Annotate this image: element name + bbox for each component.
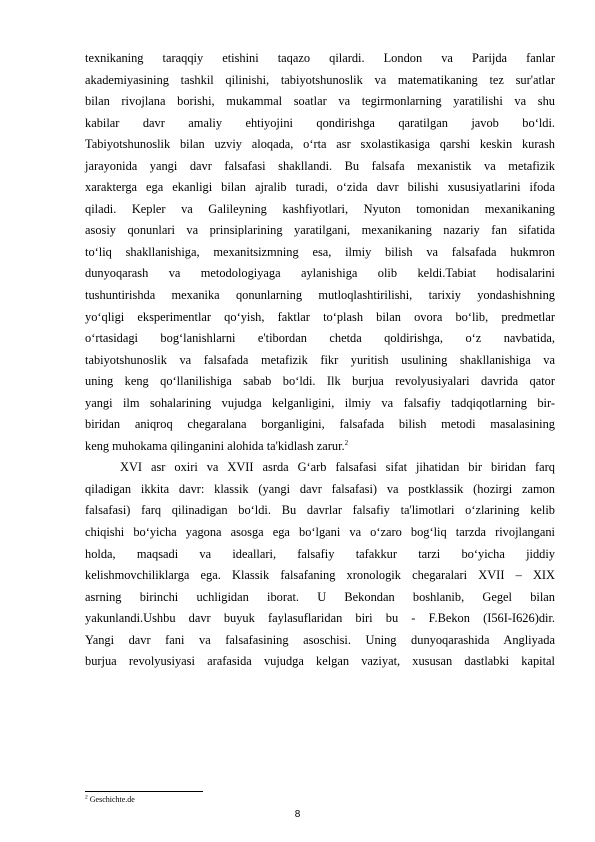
text-line: keng muhokama qilinganini alohida ta'kidlash zarur.	[85, 438, 345, 453]
text-line: jarayonida yangi davr falsafasi shakllandi. Bu falsafa mexanistik va metafizik	[85, 158, 555, 173]
document-page	[85, 48, 555, 673]
footnote-text: Geschichte.de	[89, 795, 135, 804]
page-number: 8	[294, 809, 301, 820]
text-line: chiqishi bo‘yicha yagona asosga ega bo‘lgani va o‘zaro bog‘liq tarzda rivojlangani	[85, 525, 555, 540]
text-line: o‘rtasidagi bog‘lanishlarni e'tibordan chetda qoldirishga, o‘z navbatida,	[85, 331, 555, 346]
footnote-reference[interactable]: 2	[344, 438, 349, 447]
text-line: xarakterga ega ekanligi bilan ajralib turadi, o‘zida davr bilishi xususiyatlarini ifoda	[85, 180, 555, 195]
text-line: kabilar davr amaliy ehtiyojini qondirishga qaratilgan javob bo‘ldi.	[85, 115, 555, 130]
text-line: yangi ilm sohalarining vujudga kelganligini, ilmiy va falsafiy tadqiqotlarning bir-	[85, 395, 555, 410]
text-line: falsafasi) farq qilinadigan bo‘ldi. Bu davrlar falsafiy ta'limotlari o‘zlarining kelib	[85, 503, 555, 518]
text-line: bilan rivojlana borishi, mukammal soatlar va tegirmonlarning yaratilishi va shu	[85, 94, 555, 109]
text-line-last	[85, 436, 555, 458]
paragraph-1	[85, 48, 555, 457]
text-line: burjua revolyusiyasi arafasida vujudga kelgan vaziyat, xususan dastlabki kapital	[85, 654, 555, 669]
text-line: asrning birinchi uchligidan iborat. U Bekondan boshlanib, Gegel bilan	[85, 589, 555, 604]
text-line: tushuntirishda mexanika qonunlarning mutloqlashtirilishi, tarixiy yondashishning	[85, 288, 555, 303]
text-line: yakunlandi.Ushbu davr buyuk faylasuflaridan biri bu - F.Bekon (I56I-I626)dir.	[85, 611, 555, 626]
text-line: XVI asr oxiri va XVII asrda G‘arb falsafasi sifat jihatidan bir biridan farq	[120, 460, 555, 475]
paragraph-2	[85, 457, 555, 672]
text-line: biridan aniqroq chegaralana borganligini, falsafada bilish metodi masalasining	[85, 417, 555, 432]
footnote-number: 2	[85, 794, 88, 801]
text-line: qiladigan ikkita davr: klassik (yangi davr falsafasi) va postklassik (hozirgi zamon	[85, 481, 555, 496]
text-line: asosiy qonunlari va prinsiplarining yaratilgani, mexanikaning nazariy fan sifatida	[85, 223, 555, 238]
text-line: texnikaning taraqqiy etishini taqazo qilardi. London va Parijda fanlar	[85, 51, 555, 65]
text-line: uning keng qo‘llanilishiga sabab bo‘ldi. Ilk burjua revolyusiyalari davrida qator	[85, 374, 555, 389]
text-line: holda, maqsadi va ideallari, falsafiy tafakkur tarzi bo‘yicha jiddiy	[85, 546, 555, 561]
footnote-divider	[85, 791, 203, 792]
text-line: akademiyasining tashkil qilinishi, tabiyotshunoslik va matematikaning tez sur'atlar	[85, 72, 555, 87]
text-line: tabiyotshunoslik va falsafada metafizik fikr yuritish usulining shakllanishiga va	[85, 352, 555, 367]
text-line: Tabiyotshunoslik bilan uzviy aloqada, o‘rta asr sxolastikasiga qarshi keskin kurash	[85, 137, 555, 152]
text-line: to‘liq shakllanishiga, mexanitsizmning esa, ilmiy bilish va falsafada hukmron	[85, 244, 555, 259]
text-line: yo‘qligi eksperimentlar qo‘yish, faktlar to‘plash bilan ovora bo‘lib, predmetlar	[85, 309, 555, 324]
footnote	[85, 795, 135, 805]
text-line: Yangi davr fani va falsafasining asoschisi. Uning dunyoqarashida Angliyada	[85, 632, 555, 647]
text-line: kelishmovchiliklarga ega. Klassik falsafaning xronologik chegaralari XVII – XIX	[85, 568, 555, 583]
text-line: qiladi. Kepler va Galileyning kashfiyotlari, Nyuton tomonidan mexanikaning	[85, 201, 555, 216]
text-line: dunyoqarash va metodologiyaga aylanishiga olib keldi.Tabiat hodisalarini	[85, 266, 555, 281]
